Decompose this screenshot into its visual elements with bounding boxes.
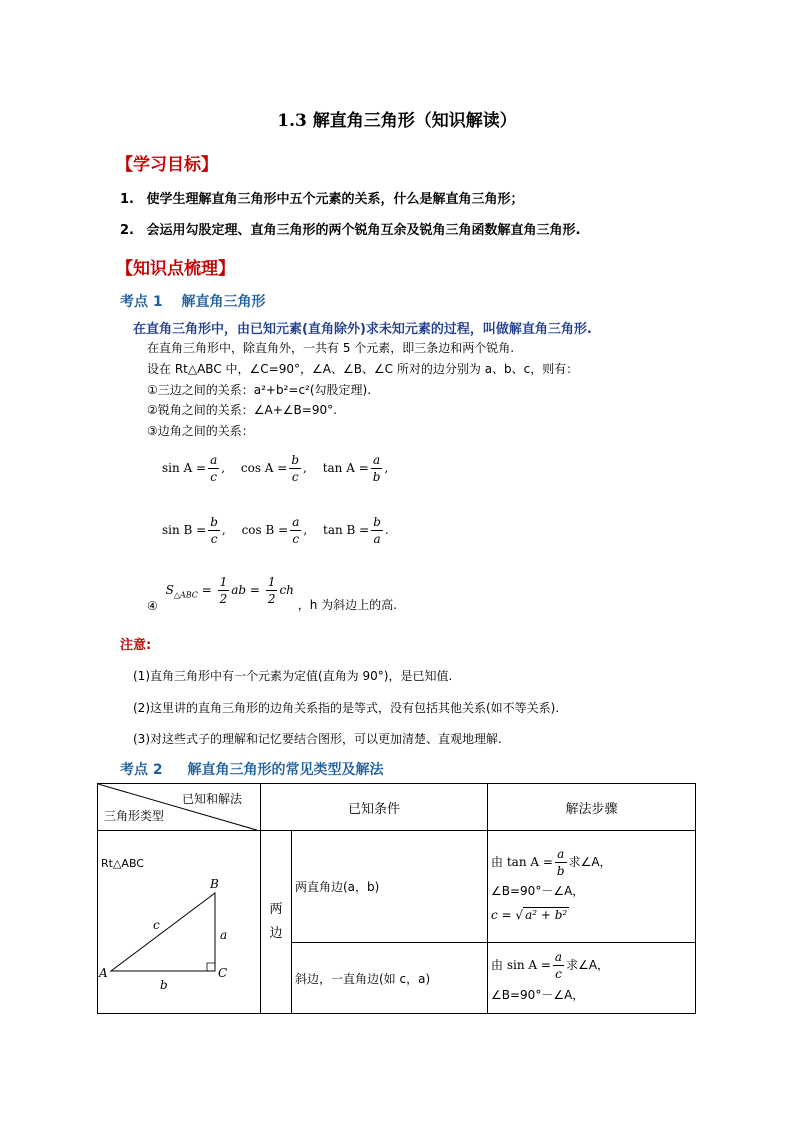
row1-step-2: ∠B=90°－∠A， bbox=[491, 884, 585, 898]
objectives-header: 【学习目标】 bbox=[116, 155, 218, 175]
group-cell bbox=[261, 831, 292, 1014]
step-fn: sin A = bbox=[506, 957, 551, 972]
area-marker: ④ bbox=[147, 599, 158, 613]
cos-b-formula bbox=[241, 515, 308, 546]
denominator: 2 bbox=[219, 592, 228, 606]
fn-label: cos A = bbox=[240, 461, 288, 475]
objective-1 bbox=[120, 188, 524, 207]
kp1-line-3: ①三边之间的关系：a²+b²=c²(勾股定理). bbox=[147, 383, 372, 397]
kp1-line-4: ②锐角之间的关系：∠A+∠B=90°. bbox=[147, 403, 337, 417]
step-prefix: 由 bbox=[491, 957, 504, 972]
right-triangle-diagram bbox=[98, 831, 260, 1011]
denominator: b bbox=[372, 470, 381, 484]
group-label: 两边 bbox=[269, 902, 283, 941]
notes-label: 注意: bbox=[120, 638, 152, 653]
row1-known: 两直角边(a，b) bbox=[292, 831, 488, 943]
area-term-2: ch bbox=[279, 583, 294, 597]
area-formula bbox=[147, 574, 397, 613]
side-a-label: a bbox=[220, 928, 228, 942]
step-fn: tan A = bbox=[506, 855, 553, 869]
numerator: a bbox=[210, 453, 218, 467]
row1-step-1 bbox=[491, 846, 695, 879]
row2-known: 斜边，一直角边(如 c，a) bbox=[292, 943, 488, 1014]
area-lhs: S bbox=[165, 583, 174, 597]
numerator: b bbox=[373, 515, 381, 529]
sqrt-sign: √ bbox=[515, 908, 524, 922]
corner-bottom-label: 三角形类型 bbox=[104, 809, 165, 823]
vertex-a-label: A bbox=[99, 966, 108, 980]
kp1-definition: 在直角三角形中，由已知元素(直角除外)求未知元素的过程，叫做解直角三角形. bbox=[133, 322, 592, 337]
side-c-label: c bbox=[153, 918, 160, 932]
objective-2-text: 会运用勾股定理、直角三角形的两个锐角互余及锐角三角函数解直角三角形. bbox=[146, 223, 581, 238]
vertex-b-label: B bbox=[210, 877, 219, 891]
kp2-label: 考点 2 bbox=[120, 762, 163, 778]
fn-label: tan B = bbox=[323, 523, 370, 537]
fn-label: tan A = bbox=[322, 461, 369, 475]
corner-top-label: 已知和解法 bbox=[181, 792, 242, 806]
denominator: c bbox=[210, 470, 218, 484]
tan-b-formula bbox=[323, 515, 389, 546]
step-lhs: c = bbox=[491, 908, 512, 922]
row2-steps bbox=[488, 943, 696, 1014]
numerator: b bbox=[210, 515, 218, 529]
separator: , bbox=[384, 461, 389, 475]
header-known: 已知条件 bbox=[261, 784, 488, 831]
side-b-label: b bbox=[160, 978, 168, 992]
step-prefix: 由 bbox=[491, 855, 504, 869]
header-steps: 解法步骤 bbox=[488, 784, 696, 831]
area-subscript: △ABC bbox=[173, 590, 198, 600]
fn-label: sin A = bbox=[162, 461, 207, 475]
row1-steps bbox=[488, 831, 696, 943]
numerator: b bbox=[291, 453, 300, 467]
row1-step-3 bbox=[491, 903, 695, 927]
triangle-label: Rt△ABC bbox=[101, 857, 144, 870]
kp1-line-1: 在直角三角形中，除直角外，一共有 5 个元素，即三条边和两个锐角. bbox=[147, 341, 515, 355]
numerator: 1 bbox=[219, 575, 228, 589]
trig-row-1 bbox=[162, 452, 388, 485]
vertex-c-label: C bbox=[218, 966, 228, 980]
radicand: a² + b² bbox=[525, 908, 568, 922]
numerator: a bbox=[555, 846, 567, 863]
objective-1-number: 1. bbox=[120, 192, 134, 207]
numerator: a bbox=[554, 949, 563, 964]
kp1-line-5: ③边角之间的关系： bbox=[147, 424, 254, 438]
tan-a-formula bbox=[322, 453, 389, 484]
denominator: b bbox=[556, 864, 565, 878]
sin-a-formula bbox=[162, 453, 226, 484]
page-title: 1.3 解直角三角形（知识解读） bbox=[277, 111, 517, 131]
area-suffix: ，h 为斜边上的高. bbox=[297, 598, 397, 612]
numerator: 1 bbox=[267, 575, 276, 589]
denominator: c bbox=[291, 470, 299, 484]
kp1-label: 考点 1 bbox=[120, 294, 163, 310]
solution-table bbox=[97, 783, 696, 1014]
denominator: 2 bbox=[267, 592, 276, 606]
right-angle-mark bbox=[207, 963, 215, 971]
row2-step-1 bbox=[491, 949, 695, 982]
triangle-cell bbox=[98, 831, 261, 1014]
separator: , bbox=[221, 523, 226, 537]
table-corner-cell bbox=[98, 784, 261, 831]
numerator: a bbox=[371, 452, 383, 469]
step-suffix: 求∠A， bbox=[568, 855, 612, 869]
objective-2 bbox=[120, 219, 580, 238]
note-3: (3)对这些式子的理解和记忆要结合图形，可以更加清楚、直观地理解. bbox=[133, 732, 502, 746]
sin-b-formula bbox=[162, 515, 226, 546]
denominator: c bbox=[292, 532, 300, 546]
step-suffix: 求∠A， bbox=[566, 957, 610, 972]
numerator: a bbox=[292, 515, 300, 529]
objective-2-number: 2. bbox=[120, 223, 134, 238]
triangle-shape bbox=[111, 893, 215, 971]
area-eq: = bbox=[201, 583, 212, 597]
knowledge-header: 【知识点梳理】 bbox=[116, 259, 235, 279]
denominator: a bbox=[373, 532, 381, 546]
area-term-1: ab = bbox=[231, 583, 260, 597]
row2-step-2: ∠B=90°－∠A， bbox=[491, 987, 585, 1002]
trig-row-2 bbox=[162, 514, 389, 547]
note-2: (2)这里讲的直角三角形的边角关系指的是等式，没有包括其他关系(如不等关系). bbox=[133, 701, 560, 715]
objective-1-text: 使学生理解直角三角形中五个元素的关系，什么是解直角三角形； bbox=[146, 192, 524, 207]
denominator: c bbox=[555, 966, 562, 981]
separator: , bbox=[221, 461, 226, 475]
separator: , bbox=[303, 461, 307, 475]
fn-label: sin B = bbox=[162, 523, 207, 537]
kp1-line-2: 设在 Rt△ABC 中，∠C=90°，∠A、∠B、∠C 所对的边分别为 a、b、c，则有： bbox=[147, 362, 579, 376]
cos-a-formula bbox=[240, 453, 307, 484]
fn-label: cos B = bbox=[241, 523, 289, 537]
separator: . bbox=[384, 523, 389, 537]
kp2-title: 解直角三角形的常见类型及解法 bbox=[187, 762, 384, 778]
denominator: c bbox=[210, 532, 218, 546]
kp1-heading bbox=[120, 291, 266, 311]
separator: , bbox=[303, 523, 308, 537]
note-1: (1)直角三角形中有一个元素为定值(直角为 90°)，是已知值. bbox=[133, 669, 453, 683]
kp1-title: 解直角三角形 bbox=[181, 294, 266, 310]
kp2-heading bbox=[120, 759, 384, 779]
